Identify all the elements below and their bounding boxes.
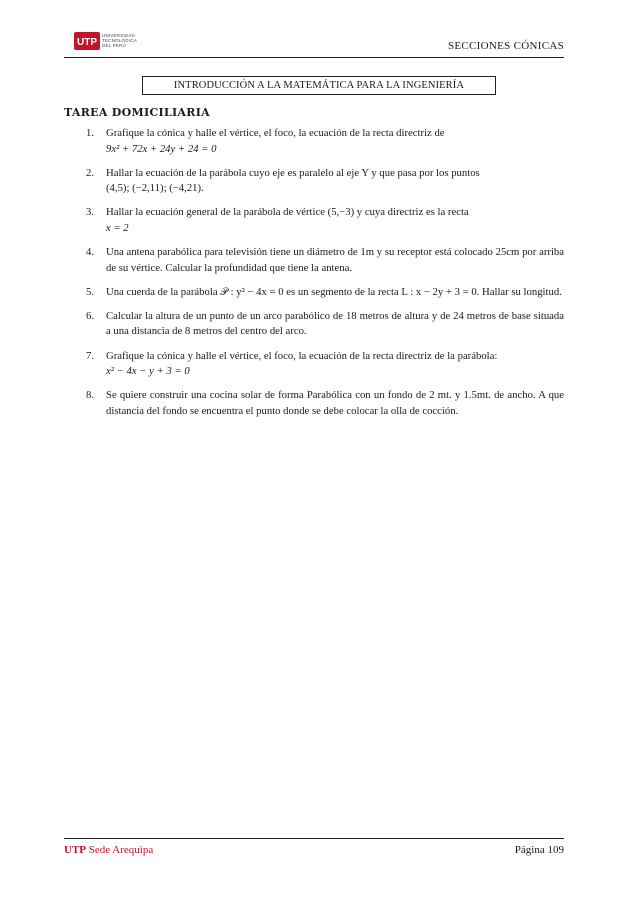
exercise-list bbox=[86, 126, 564, 428]
exercise-number: 6. bbox=[86, 309, 95, 322]
exercise-text: Hallar la ecuación de la parábola cuyo eje es paralelo al eje Y y que pasa por los puntos bbox=[106, 166, 480, 179]
exercise-number: 5. bbox=[86, 285, 95, 298]
exercise-equation: x = 2 bbox=[106, 221, 129, 234]
exercise-item bbox=[86, 126, 564, 157]
exercise-item bbox=[86, 166, 564, 197]
footer-campus: Sede Arequipa bbox=[88, 844, 154, 856]
exercise-text: Calcular la altura de un punto de un arco parabólico de 18 metros de altura y de 24 metros de base situada a una distancia de 8 metros del centro del arco. bbox=[106, 309, 564, 338]
exercise-text: Grafique la cónica y halle el vértice, el foco, la ecuación de la recta directriz de bbox=[106, 127, 445, 139]
exercise-equation: x² − 4x − y + 3 = 0 bbox=[106, 365, 190, 378]
exercise-item bbox=[86, 349, 564, 380]
exercise-number: 8. bbox=[86, 389, 95, 402]
exercise-number: 7. bbox=[86, 349, 95, 362]
university-name: UNIVERSIDAD TECNOLÓGICA DEL PERÚ bbox=[102, 33, 137, 49]
exercise-item bbox=[86, 245, 564, 276]
exercise-text: Grafique la cónica y halle el vértice, el foco, la ecuación de la recta directriz de la parábola: bbox=[106, 349, 498, 362]
utp-logo bbox=[74, 30, 154, 54]
header-title: SECCIONES CÓNICAS bbox=[447, 40, 564, 52]
header-divider bbox=[64, 57, 564, 58]
exercise-number: 3. bbox=[86, 206, 95, 219]
exercise-text: Se quiere construir una cocina solar de forma Parabólica con un fondo de 2 mt. y 1.5mt. de ancho. A que distancia del fondo se encuentra el punto donde se debe colocar la olla de cocción. bbox=[106, 389, 564, 417]
exercise-item bbox=[86, 309, 564, 340]
exercise-text: Hallar la ecuación general de la parábola de vértice (5,−3) y cuya directriz es la recta bbox=[106, 206, 469, 219]
exercise-equation: 9x² + 72x + 24y + 24 = 0 bbox=[106, 142, 217, 155]
page-number: Página 109 bbox=[514, 844, 564, 856]
exercise-number: 2. bbox=[86, 166, 95, 179]
exercise-equation: (4,5); (−2,11); (−4,21). bbox=[106, 182, 204, 195]
exercise-item bbox=[86, 285, 564, 301]
exercise-number: 1. bbox=[86, 127, 95, 139]
footer-divider bbox=[64, 838, 564, 839]
exercise-item bbox=[86, 205, 564, 236]
exercise-text: Una antena parabólica para televisión tiene un diámetro de 1m y su receptor está colocado 25cm por arriba de su vértice. Calcular la profundidad que tiene la antena. bbox=[106, 246, 564, 274]
section-title: TAREA DOMICILIARIA bbox=[64, 106, 210, 119]
svg-text:UTP: UTP bbox=[77, 37, 97, 48]
exercise-text: Una cuerda de la parábola 𝒫 : y² − 4x = 0 es un segmento de la recta L : x − 2y + 3 = 0. Hallar su longitud. bbox=[106, 285, 562, 298]
course-banner: INTRODUCCIÓN A LA MATEMÁTICA PARA LA INGENIERÍA bbox=[142, 76, 496, 95]
exercise-number: 4. bbox=[86, 246, 95, 259]
utp-logo-mark bbox=[74, 30, 100, 52]
footer-brand: UTP bbox=[64, 844, 86, 856]
footer-location bbox=[64, 844, 153, 856]
exercise-item bbox=[86, 388, 564, 419]
